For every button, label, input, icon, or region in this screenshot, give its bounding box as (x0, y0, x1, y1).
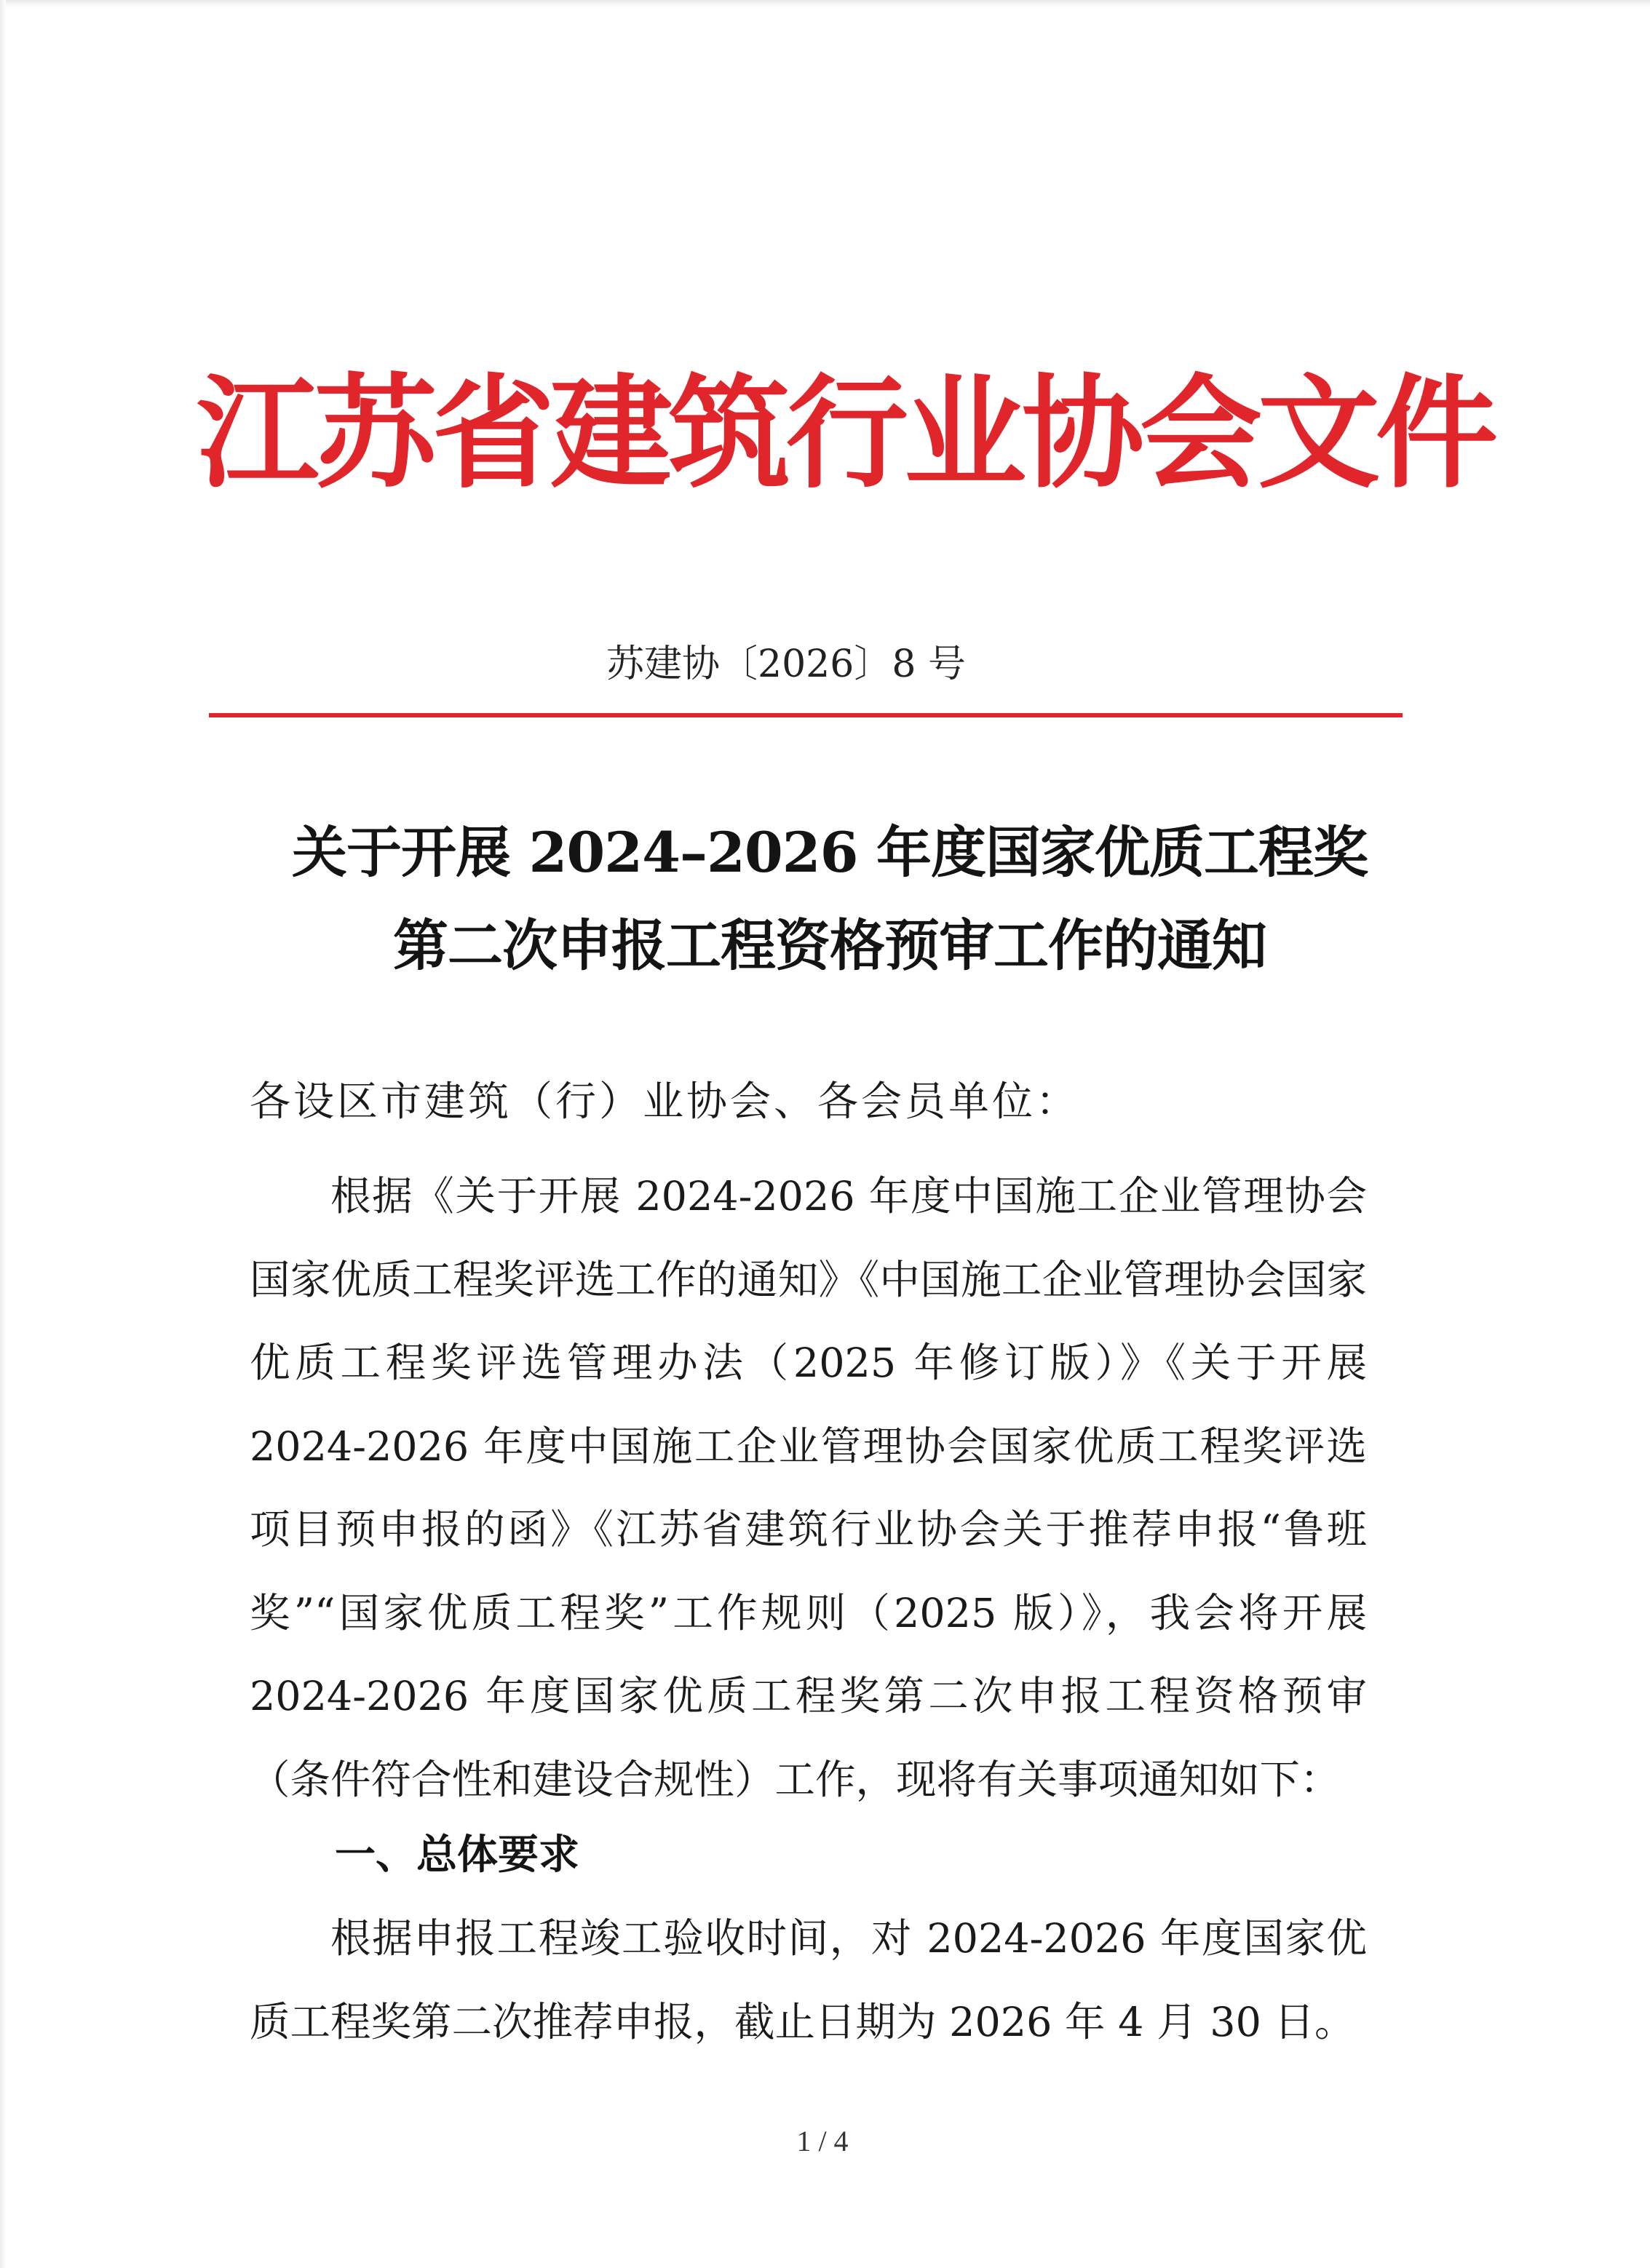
title-line-1: 关于开展 2024–2026 年度国家优质工程奖 (292, 820, 1368, 885)
body-paragraph-2: 根据申报工程竣工验收时间，对 2024-2026 年度国家优质工程奖第二次推荐申报，截止日期为 2026 年 4 月 30 日。 (250, 1915, 1367, 2046)
document-number: 苏建协〔2026〕8 号 (606, 642, 966, 686)
red-divider-line (209, 713, 1403, 717)
scan-edge-top (0, 0, 1650, 7)
masthead-title: 江苏省建筑行业协会文件 (197, 361, 1494, 505)
salutation: 各设区市建筑（行）业协会、各会员单位： (250, 1078, 1079, 1126)
page-number: 1 / 4 (796, 2125, 849, 2157)
body-paragraph-1: 根据《关于开展 2024-2026 年度中国施工企业管理协会国家优质工程奖评选工作的通知》《中国施工企业管理协会国家优质工程奖评选管理办法（2025 年修订版）》《关于开展 2024-2026 年度中国施工企业管理协会国家优质工程奖评选项目预申报的函》《江苏省建筑行业协会关于推荐申报“鲁班奖”“国家优质工程奖”工作规则（2025 版）》，我会将开展 2024-2026 年度国家优质工程奖第二次申报工程资格预审（条件符合性和建设合规性）工作，现将有关事项通知如下： (250, 1173, 1367, 1804)
title-line-2: 第二次申报工程资格预审工作的通知 (393, 913, 1266, 978)
document-title (189, 806, 1470, 992)
scan-edge-left (0, 0, 6, 2268)
section-heading-1: 一、总体要求 (335, 1831, 579, 1879)
